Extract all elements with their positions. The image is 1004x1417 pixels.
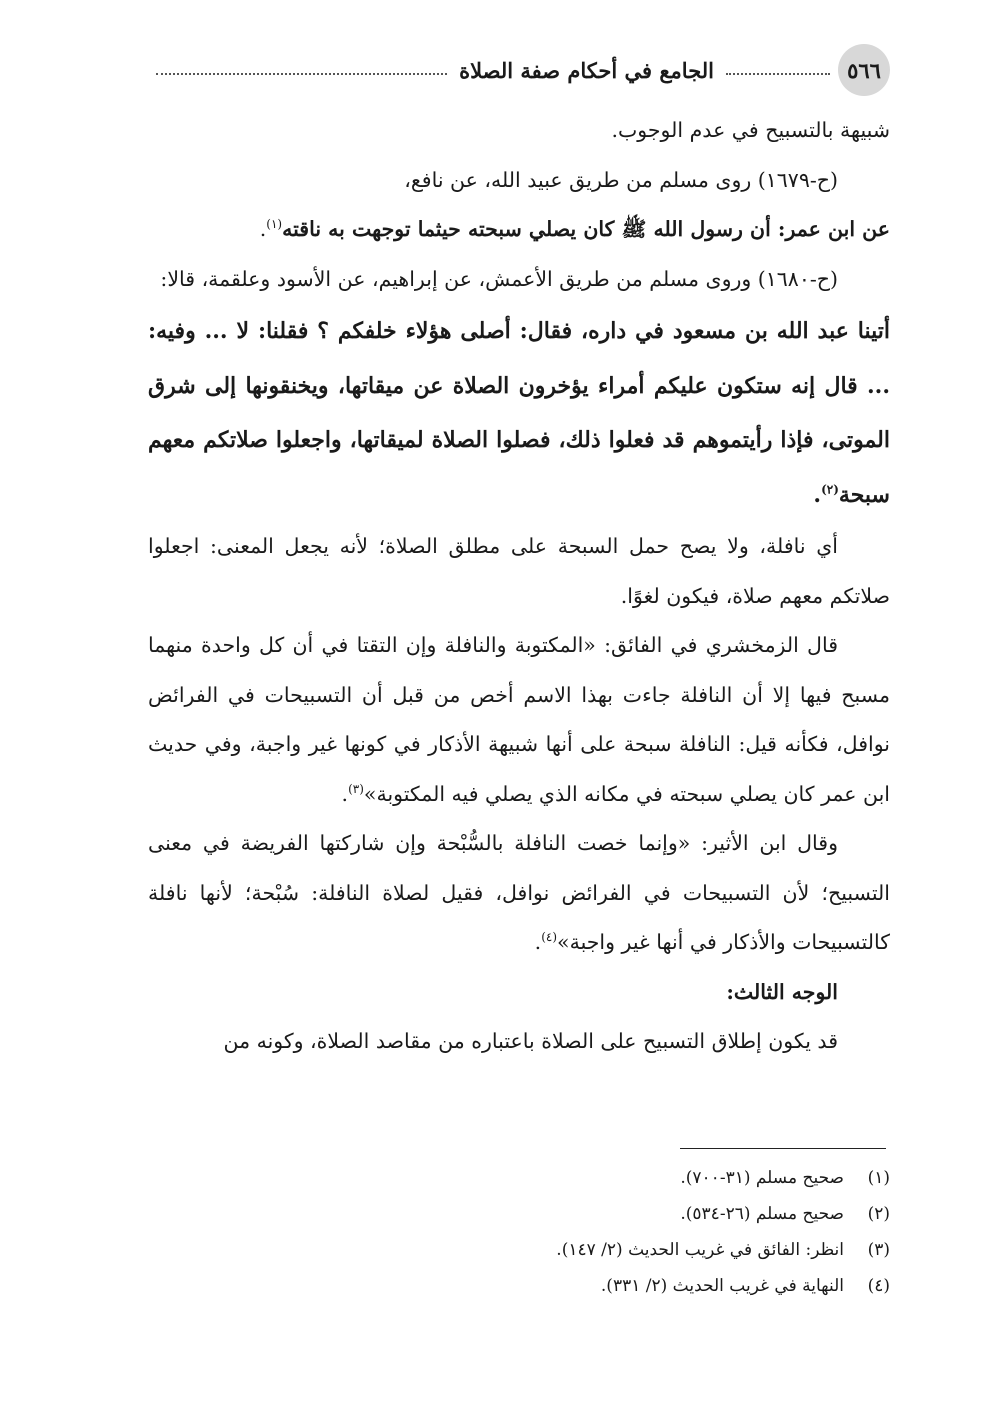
hadith-intro: (ح-١٦٧٩) روى مسلم من طريق عبيد الله، عن نافع، bbox=[404, 167, 838, 192]
hadith-intro: (ح-١٦٨٠) وروى مسلم من طريق الأعمش، عن إبراهيم، عن الأسود وعلقمة، قالا: bbox=[160, 266, 838, 291]
hadith-bold: أتينا عبد الله بن مسعود في داره، فقال: أصلى هؤلاء خلفكم ؟ فقلنا: لا ... وفيه: ... قال إنه ستكون عليكم أمراء يؤخرون الصلاة عن ميقاتها، ويخنقونها إلى شرق الموتى، فإذا رأيتموهم قد فعلوا ذلك، فصلوا الصلاة لميقاتها، واجعلوا صلاتكم معهم سبحة bbox=[148, 318, 890, 508]
running-title: الجامع في أحكام صفة الصلاة bbox=[459, 57, 714, 83]
hadith-bold: عن ابن عمر: أن رسول الله ﷺ كان يصلي سبحته حيثما توجهت به ناقته bbox=[282, 217, 890, 241]
footnote-separator bbox=[680, 1148, 886, 1149]
footnotes bbox=[148, 1160, 890, 1304]
page-header bbox=[148, 44, 890, 96]
header-dotted-leader bbox=[726, 73, 830, 75]
hadith-text bbox=[148, 205, 890, 255]
paragraph: أي نافلة، ولا يصح حمل السبحة على مطلق الصلاة؛ لأنه يجعل المعنى: اجعلوا صلاتكم معهم صلاة، فيكون لغوًا. bbox=[148, 534, 890, 608]
footnote-ref[interactable]: (٣) bbox=[348, 782, 364, 797]
footnote-ref[interactable]: (٤) bbox=[541, 930, 558, 945]
footnote bbox=[148, 1196, 890, 1232]
footnote-number: (١) bbox=[867, 1168, 890, 1188]
footnote-text: صحيح مسلم (٢٦-٥٣٤). bbox=[680, 1204, 844, 1224]
page-number: ٥٦٦ bbox=[838, 44, 890, 96]
footnote-number: (٤) bbox=[867, 1276, 890, 1296]
footnote bbox=[148, 1268, 890, 1304]
punctuation: . bbox=[534, 930, 542, 955]
footnote-text: انظر: الفائق في غريب الحديث (٢/ ١٤٧). bbox=[556, 1240, 844, 1260]
punctuation: . bbox=[813, 481, 822, 508]
footnote bbox=[148, 1160, 890, 1196]
paragraph: قد يكون إطلاق التسبيح على الصلاة باعتباره من مقاصد الصلاة، وكونه من bbox=[223, 1029, 838, 1054]
paragraph bbox=[148, 621, 890, 819]
paragraph: شبيهة بالتسبيح في عدم الوجوب. bbox=[611, 118, 890, 142]
footnote-number: (٣) bbox=[867, 1240, 890, 1260]
footnote-number: (٢) bbox=[867, 1204, 890, 1224]
main-text bbox=[148, 106, 890, 1067]
quote-ibn-athir: وقال ابن الأثير: «وإنما خصت النافلة بالسُّبْحة وإن شاركتها الفريضة في معنى التسبيح؛ لأن التسبيحات في الفرائض نوافل، فقيل لصلاة النافلة: سُبْحة؛ لأنها نافلة كالتسبيحات والأذكار في أنها غير واجبة» bbox=[148, 831, 890, 955]
quote-zamakhshari: قال الزمخشري في الفائق: «المكتوبة والنافلة وإن التقتا في أن كل واحدة منهما مسبح فيها إلا أن النافلة جاءت بهذا الاسم أخص من قبل أن التسبيحات في الفرائض نوافل، فكأنه قيل: النافلة سبحة على أنها شبيهة الأذكار في كونها غير واجبة، وفي حديث ابن عمر كان يصلي سبحته في مكانه الذي يصلي فيه المكتوبة» bbox=[148, 633, 890, 806]
footnote-ref[interactable]: (١) bbox=[266, 217, 283, 232]
footnote-text: النهاية في غريب الحديث (٢/ ٣٣١). bbox=[600, 1276, 844, 1296]
header-dotted-leader bbox=[156, 73, 447, 75]
footnote-text: صحيح مسلم (٣١-٧٠٠). bbox=[680, 1168, 844, 1188]
punctuation: . bbox=[341, 781, 349, 806]
punctuation: . bbox=[259, 217, 267, 241]
footnote bbox=[148, 1232, 890, 1268]
footnote-ref[interactable]: (٢) bbox=[821, 482, 839, 497]
section-heading: الوجه الثالث: bbox=[726, 979, 838, 1004]
hadith-text bbox=[148, 304, 890, 522]
paragraph bbox=[148, 819, 890, 968]
